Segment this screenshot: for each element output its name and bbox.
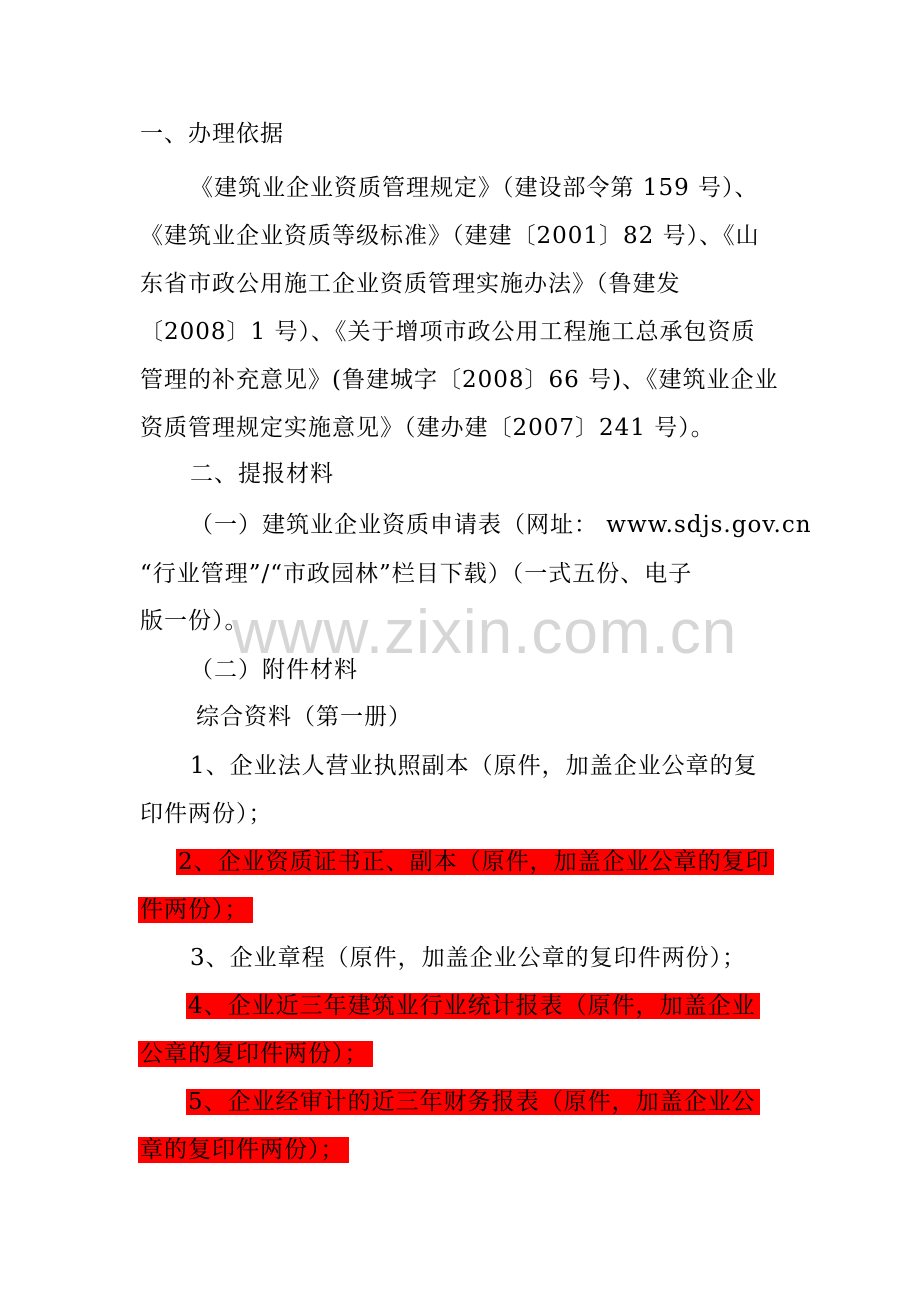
paragraph-line: 资质管理规定实施意见》（建办建〔2007〕241 号）。 bbox=[140, 415, 715, 441]
volume-heading: 综合资料（第一册） bbox=[196, 704, 412, 730]
paragraph-line: 《建筑业企业资质等级标准》（建建〔2001〕82 号）、《山 bbox=[140, 223, 760, 249]
list-item: 1、企业法人营业执照副本（原件，加盖企业公章的复 bbox=[190, 753, 758, 779]
list-item-continuation-highlighted: 件两份）； bbox=[138, 895, 253, 925]
paragraph-line: “行业管理”/“市政园林”栏目下载）（一式五份、电子 bbox=[140, 561, 693, 587]
paragraph-line: 《建筑业企业资质管理规定》（建设部令第 159 号）、 bbox=[190, 175, 759, 201]
section-heading-attachments: （二）附件材料 bbox=[190, 657, 358, 683]
paragraph-line: 管理的补充意见》(鲁建城字〔2008〕66 号)、《建筑业企业 bbox=[140, 367, 779, 393]
list-item-continuation-highlighted: 章的复印件两份）； bbox=[138, 1135, 349, 1165]
paragraph-line: 东省市政公用施工企业资质管理实施办法》（鲁建发 bbox=[140, 271, 681, 297]
list-item-highlighted: 4、企业近三年建筑业行业统计报表（原件，加盖企业 bbox=[186, 991, 760, 1021]
list-item-highlighted: 2、企业资质证书正、副本（原件，加盖企业公章的复印 bbox=[176, 847, 774, 877]
section-heading-basis: 一、办理依据 bbox=[140, 121, 284, 147]
paragraph-line: 版一份）。 bbox=[140, 608, 249, 634]
list-item-continuation: 印件两份）； bbox=[140, 801, 273, 827]
section-heading-materials: 二、提报材料 bbox=[190, 461, 334, 487]
paragraph-line: 〔2008〕1 号）、《关于增项市政公用工程施工总承包资质 bbox=[140, 319, 756, 345]
paragraph-line: （一）建筑业企业资质申请表（网址： www.sdjs.gov.cn bbox=[190, 512, 812, 538]
list-item: 3、企业章程（原件，加盖企业公章的复印件两份）； bbox=[190, 945, 747, 971]
list-item-highlighted: 5、企业经审计的近三年财务报表（原件，加盖企业公 bbox=[186, 1087, 760, 1117]
watermark: www.zixin.com.cn bbox=[232, 598, 738, 667]
list-item-continuation-highlighted: 公章的复印件两份）； bbox=[138, 1039, 373, 1069]
